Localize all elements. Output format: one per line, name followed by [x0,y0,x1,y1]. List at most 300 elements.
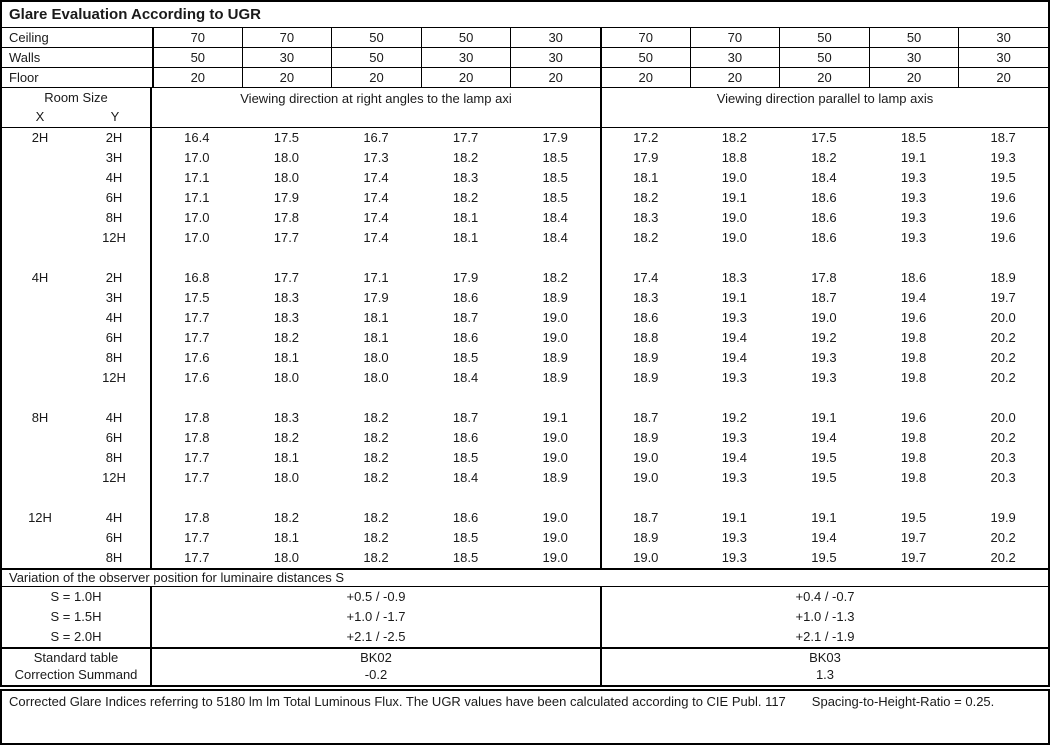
ugr-row [2,208,1048,228]
ugr-value-cell: 19.6 [900,310,927,325]
summary-rows [2,647,1048,685]
ugr-value-cell: 18.2 [273,430,300,445]
ugr-value-cell: 18.0 [363,370,389,385]
ugr-value-cell: 17.7 [184,450,210,465]
ugr-value-cell: 20.2 [990,550,1016,565]
room-y-cell: 2H [78,268,152,288]
ugr-value-cell: 17.8 [184,410,210,425]
ugr-value-cell: 18.1 [363,330,389,345]
summary-value-left: -0.2 [364,667,388,682]
ugr-value-cell: 18.4 [452,370,479,385]
surface-value-cell: 50 [779,48,869,67]
ugr-value-cell: 18.5 [542,150,568,165]
ugr-value-cell: 20.3 [990,450,1016,465]
variation-value-left: +2.1 / -2.5 [346,629,406,644]
ugr-row [2,528,1048,548]
ugr-row [2,368,1048,388]
ugr-value-cell: 19.5 [811,470,837,485]
room-x-cell [2,288,78,308]
ugr-value-cell: 18.5 [452,530,479,545]
room-y-cell: 6H [78,328,152,348]
ugr-value-cell: 18.7 [990,130,1016,145]
room-x-cell [2,248,78,268]
ugr-value-cell: 18.2 [363,470,389,485]
ugr-value-cell: 19.1 [721,290,748,305]
ugr-row [2,188,1048,208]
room-y-cell: 2H [78,128,152,148]
surface-value-cell: 70 [242,28,332,47]
ugr-value-cell: 17.9 [363,290,389,305]
ugr-value-cell: 17.8 [184,510,210,525]
ugr-value-cell: 18.4 [452,470,479,485]
ugr-value-cell: 18.1 [273,530,300,545]
ugr-value-cell: 19.3 [721,370,748,385]
ugr-value-cell: 17.9 [273,190,300,205]
ugr-value-cell: 19.3 [900,190,927,205]
ugr-value-cell: 20.0 [990,410,1016,425]
room-y-cell: 3H [78,148,152,168]
ugr-value-cell: 18.0 [273,550,300,565]
room-y-cell: 12H [78,468,152,488]
room-x-cell [2,368,78,388]
surface-row [2,68,1048,88]
ugr-row [2,548,1048,568]
ugr-value-cell: 16.8 [184,270,210,285]
surface-value-cell: 30 [421,48,511,67]
ugr-value-cell: 17.9 [452,270,479,285]
ugr-value-cell: 19.0 [600,548,690,568]
ugr-value-cell: 19.3 [721,310,748,325]
ugr-value-cell: 18.2 [600,188,690,208]
summary-row [2,666,1048,685]
ugr-value-cell: 18.9 [542,290,568,305]
block-gap-row [2,388,1048,408]
ugr-value-cell: 19.3 [811,370,837,385]
room-y-cell: 6H [78,188,152,208]
ugr-value-cell: 19.2 [811,330,837,345]
ugr-value-cell: 19.1 [811,510,837,525]
ugr-row [2,328,1048,348]
room-x-cell [2,548,78,568]
ugr-value-cell: 19.0 [542,530,568,545]
footer-text: Corrected Glare Indices referring to 5180 lm lm Total Luminous Flux. The UGR values have been calculated according to CIE Publ. 117 [9,694,786,709]
ugr-row [2,268,1048,288]
surface-value-cell: 70 [690,28,780,47]
ugr-value-cell: 19.0 [542,330,568,345]
ugr-value-cell: 18.6 [811,210,837,225]
room-y-cell: 4H [78,168,152,188]
ugr-value-cell: 17.0 [184,230,210,245]
footer-note [0,689,1050,745]
ugr-value-cell: 18.0 [273,150,300,165]
ugr-value-cell: 18.9 [990,270,1016,285]
room-x-cell: 8H [31,410,49,425]
ugr-value-cell: 16.7 [363,130,389,145]
ugr-value-cell: 20.2 [990,370,1016,385]
room-y-cell [78,248,152,268]
ugr-value-cell: 18.3 [273,410,300,425]
room-x-cell [2,308,78,328]
room-y-cell: 4H [78,508,152,528]
ugr-value-cell: 19.3 [900,210,927,225]
table-header-row [2,88,1048,128]
ugr-value-cell: 18.2 [363,550,389,565]
ugr-value-cell: 18.9 [542,350,568,365]
ugr-value-cell: 18.2 [363,450,389,465]
summary-value-right: BK03 [600,649,1048,667]
variation-value-right: +2.1 / -1.9 [600,627,1048,647]
ugr-value-cell: 18.3 [600,208,690,228]
ugr-value-cell: 19.7 [900,550,927,565]
ugr-value-cell: 18.8 [600,328,690,348]
surface-label: Walls [9,50,41,65]
ugr-value-cell: 18.9 [600,428,690,448]
ugr-value-cell: 19.7 [900,530,927,545]
ugr-value-cell: 17.3 [363,150,389,165]
ugr-row [2,408,1048,428]
room-y-cell: 8H [78,208,152,228]
ugr-value-cell: 18.6 [600,308,690,328]
ugr-value-cell: 17.6 [184,350,210,365]
ugr-value-cell: 19.5 [990,170,1016,185]
surface-value-cell: 20 [331,68,421,87]
ugr-value-cell: 19.1 [721,190,748,205]
ugr-value-cell: 19.0 [721,230,748,245]
ugr-value-cell: 18.8 [721,150,748,165]
surface-value-cell: 50 [600,48,690,67]
ugr-value-cell: 19.6 [990,210,1016,225]
surface-value-cell: 50 [869,28,959,47]
room-y-cell: 4H [78,308,152,328]
ugr-row [2,448,1048,468]
ugr-value-cell: 18.6 [452,290,479,305]
surface-value-cell: 20 [510,68,600,87]
ugr-value-cell: 18.1 [600,168,690,188]
ugr-value-cell: 19.1 [542,410,568,425]
ugr-value-cell: 19.8 [900,350,927,365]
ugr-value-cell: 19.1 [811,410,837,425]
ugr-value-cell: 19.1 [721,510,748,525]
surface-value-cell: 20 [958,68,1048,87]
surface-value-cell: 30 [510,48,600,67]
ugr-value-cell: 17.7 [273,230,300,245]
surface-value-cell: 30 [869,48,959,67]
ugr-value-cell: 18.0 [273,170,300,185]
ugr-value-cell: 17.5 [811,130,837,145]
surface-value-cell: 50 [152,48,242,67]
viewing-direction-right-header: Viewing direction parallel to lamp axis [600,88,1048,128]
surface-value-cell: 70 [600,28,690,47]
room-x-cell [2,528,78,548]
ugr-value-cell: 19.7 [990,290,1016,305]
room-y-cell: 8H [78,548,152,568]
ugr-value-cell: 20.2 [990,530,1016,545]
variation-value-right: +1.0 / -1.3 [600,607,1048,627]
surface-value-cell: 20 [869,68,959,87]
ugr-value-cell: 20.3 [990,470,1016,485]
ugr-value-cell: 19.0 [721,170,748,185]
ugr-row [2,128,1048,148]
room-y-cell: 3H [78,288,152,308]
ugr-value-cell [600,488,690,508]
ugr-value-cell: 18.6 [452,330,479,345]
footer-ratio: Spacing-to-Height-Ratio = 0.25. [811,694,995,709]
room-x-cell [2,228,78,248]
ugr-value-cell: 18.3 [273,310,300,325]
ugr-value-cell: 17.4 [363,210,389,225]
ugr-value-cell: 17.7 [184,550,210,565]
surface-value-cell: 30 [510,28,600,47]
room-size-header [2,88,152,128]
ugr-value-cell: 18.0 [363,350,389,365]
room-x-cell: 4H [31,270,49,285]
ugr-value-cell: 18.2 [721,130,748,145]
ugr-value-cell: 17.7 [184,310,210,325]
room-y-cell: 6H [78,428,152,448]
summary-value-right: 1.3 [600,666,1048,685]
ugr-value-cell: 18.5 [542,190,568,205]
ugr-value-cell: 18.1 [452,230,479,245]
surface-value-cell: 50 [779,28,869,47]
ugr-value-cell: 18.2 [363,410,389,425]
ugr-row [2,148,1048,168]
variation-value-right: +0.4 / -0.7 [600,587,1048,607]
ugr-value-cell: 18.9 [600,348,690,368]
ugr-value-cell: 17.9 [542,130,568,145]
ugr-value-cell: 18.3 [600,288,690,308]
summary-value-left: BK02 [360,650,392,665]
room-x-cell: 2H [31,130,49,145]
surface-reflectance-rows [2,28,1048,88]
ugr-value-cell: 16.4 [184,130,210,145]
ugr-value-cell: 19.1 [900,150,927,165]
room-x-cell [2,168,78,188]
variation-row [2,607,1048,627]
room-y-cell: 4H [78,408,152,428]
ugr-value-cell: 18.9 [542,470,568,485]
ugr-data-area [2,128,1048,568]
room-size-label: Room Size [44,90,108,105]
ugr-value-cell: 17.5 [273,130,300,145]
ugr-value-cell: 19.3 [721,550,748,565]
ugr-value-cell: 19.8 [900,370,927,385]
ugr-row [2,308,1048,328]
ugr-value-cell: 18.1 [363,310,389,325]
surface-value-cell: 50 [331,48,421,67]
ugr-value-cell [600,248,690,268]
room-y-cell [78,488,152,508]
ugr-value-cell: 18.5 [452,350,479,365]
surface-label: Ceiling [9,30,49,45]
ugr-value-cell: 17.2 [600,128,690,148]
ugr-value-cell: 18.2 [363,430,389,445]
ugr-row [2,168,1048,188]
surface-row [2,48,1048,68]
ugr-value-cell: 18.5 [452,450,479,465]
variation-section-title: Variation of the observer position for luminaire distances S [2,568,1048,587]
ugr-value-cell: 19.3 [900,230,927,245]
ugr-value-cell: 17.8 [273,210,300,225]
ugr-value-cell: 19.0 [600,468,690,488]
ugr-value-cell: 19.6 [900,410,927,425]
variation-row [2,627,1048,647]
surface-value-cell: 70 [152,28,242,47]
surface-value-cell: 20 [152,68,242,87]
ugr-value-cell: 17.5 [184,290,210,305]
surface-value-cell: 30 [958,28,1048,47]
ugr-value-cell: 19.8 [900,470,927,485]
block-gap-row [2,248,1048,268]
ugr-row [2,468,1048,488]
ugr-value-cell: 19.3 [721,430,748,445]
ugr-value-cell: 19.0 [721,210,748,225]
ugr-value-cell: 18.4 [811,170,837,185]
ugr-value-cell: 18.6 [452,510,479,525]
ugr-value-cell: 17.1 [184,190,210,205]
ugr-value-cell: 17.0 [184,210,210,225]
ugr-value-cell: 18.9 [600,368,690,388]
ugr-value-cell: 18.6 [811,230,837,245]
ugr-value-cell: 18.5 [900,130,927,145]
surface-value-cell: 30 [242,48,332,67]
ugr-value-cell: 19.9 [990,510,1016,525]
ugr-value-cell: 18.4 [542,230,568,245]
ugr-value-cell: 19.6 [990,230,1016,245]
room-y-cell: 6H [78,528,152,548]
ugr-value-cell: 17.7 [452,130,479,145]
ugr-value-cell: 18.2 [452,190,479,205]
ugr-value-cell: 17.8 [811,270,837,285]
y-axis-label: Y [110,109,120,124]
ugr-value-cell: 20.2 [990,350,1016,365]
ugr-value-cell: 18.2 [452,150,479,165]
ugr-value-cell: 19.0 [542,450,568,465]
ugr-value-cell: 19.0 [600,448,690,468]
room-y-cell [78,388,152,408]
summary-label: Standard table [2,649,152,667]
ugr-value-cell: 18.9 [542,370,568,385]
surface-value-cell: 30 [690,48,780,67]
ugr-value-cell: 20.2 [990,330,1016,345]
ugr-value-cell: 18.1 [273,350,300,365]
room-y-cell: 8H [78,448,152,468]
ugr-value-cell: 19.3 [721,470,748,485]
ugr-value-cell: 18.3 [452,170,479,185]
surface-value-cell: 30 [958,48,1048,67]
xy-labels [2,108,150,128]
variation-value-left: +0.5 / -0.9 [346,589,406,604]
ugr-value-cell: 18.3 [721,270,748,285]
ugr-value-cell: 17.4 [600,268,690,288]
ugr-row [2,288,1048,308]
ugr-value-cell: 19.2 [721,410,748,425]
ugr-value-cell: 18.3 [273,290,300,305]
surface-value-cell: 20 [690,68,780,87]
surface-label: Floor [9,70,39,85]
room-x-cell [2,468,78,488]
ugr-value-cell: 20.2 [990,430,1016,445]
ugr-value-cell: 17.4 [363,170,389,185]
ugr-value-cell: 17.8 [184,430,210,445]
ugr-value-cell: 19.3 [900,170,927,185]
ugr-value-cell: 18.7 [600,508,690,528]
block-gap-row [2,488,1048,508]
ugr-value-cell: 17.7 [184,330,210,345]
room-y-cell: 12H [78,228,152,248]
room-x-cell [2,388,78,408]
ugr-value-cell: 19.5 [900,510,927,525]
ugr-value-cell: 18.6 [900,270,927,285]
variation-label: S = 1.5H [2,607,152,627]
ugr-value-cell: 19.3 [721,530,748,545]
ugr-value-cell: 18.1 [273,450,300,465]
ugr-value-cell: 19.0 [542,310,568,325]
surface-value-cell: 20 [779,68,869,87]
ugr-value-cell: 19.5 [811,550,837,565]
ugr-row [2,348,1048,368]
ugr-value-cell: 19.3 [990,150,1016,165]
ugr-value-cell: 17.9 [600,148,690,168]
ugr-value-cell: 19.4 [721,450,748,465]
ugr-value-cell: 18.2 [542,270,568,285]
ugr-value-cell: 19.0 [811,310,837,325]
ugr-value-cell: 17.7 [184,530,210,545]
ugr-value-cell: 18.5 [542,170,568,185]
room-x-cell [2,328,78,348]
surface-value-cell: 20 [600,68,690,87]
ugr-value-cell: 19.0 [542,550,568,565]
ugr-value-cell: 20.0 [990,310,1016,325]
ugr-value-cell: 18.7 [452,310,479,325]
ugr-row [2,228,1048,248]
ugr-value-cell: 18.5 [452,550,479,565]
surface-value-cell: 20 [421,68,511,87]
surface-value-cell: 20 [242,68,332,87]
ugr-value-cell: 19.3 [811,350,837,365]
room-x-cell [2,208,78,228]
ugr-value-cell: 17.7 [273,270,300,285]
ugr-value-cell: 19.0 [542,430,568,445]
ugr-value-cell: 18.2 [811,150,837,165]
summary-row [2,647,1048,666]
ugr-value-cell: 18.2 [273,510,300,525]
room-y-cell: 8H [78,348,152,368]
variation-rows [2,587,1048,647]
surface-row [2,28,1048,48]
ugr-value-cell: 18.7 [811,290,837,305]
room-y-cell: 12H [78,368,152,388]
ugr-value-cell: 18.9 [600,528,690,548]
room-x-cell [2,348,78,368]
ugr-value-cell: 19.0 [542,510,568,525]
ugr-value-cell: 17.6 [184,370,210,385]
ugr-row [2,508,1048,528]
room-x-cell [2,448,78,468]
surface-value-cell: 50 [331,28,421,47]
ugr-value-cell: 19.4 [811,530,837,545]
table-title: Glare Evaluation According to UGR [2,2,1048,28]
ugr-value-cell: 18.6 [452,430,479,445]
room-x-cell [2,188,78,208]
ugr-value-cell: 19.5 [811,450,837,465]
room-x-cell [2,148,78,168]
ugr-value-cell: 18.2 [363,530,389,545]
ugr-value-cell: 18.7 [600,408,690,428]
summary-label: Correction Summand [2,666,152,685]
ugr-value-cell: 17.1 [184,170,210,185]
ugr-value-cell: 19.4 [811,430,837,445]
ugr-value-cell: 19.8 [900,430,927,445]
